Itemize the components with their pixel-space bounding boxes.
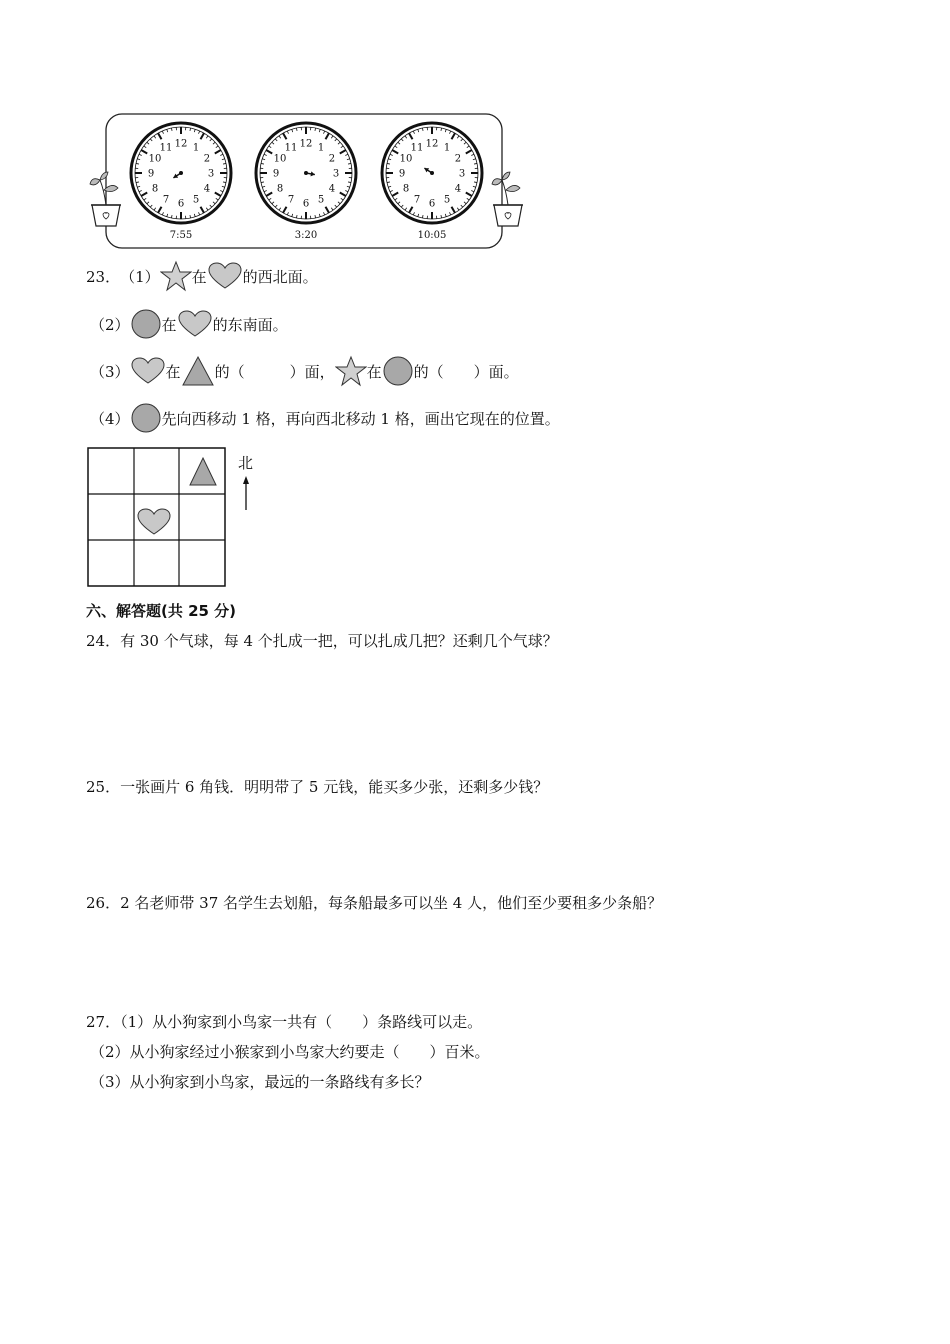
clock-number: 2 [454, 153, 462, 165]
clock-number: 10 [399, 153, 413, 165]
clock-number: 6 [428, 198, 436, 210]
clock-number: 4 [203, 183, 211, 195]
clock-number: 10 [148, 153, 162, 165]
q23-p4-tag: （4） [90, 409, 130, 428]
clock-number: 7 [413, 194, 421, 206]
q23-p3-t1: 在 [165, 362, 181, 381]
clock-face [382, 123, 482, 241]
clock-number: 2 [328, 153, 336, 165]
circle-icon [130, 308, 162, 340]
plant-pot-right-icon [492, 172, 523, 226]
clock-number: 9 [272, 168, 280, 180]
clocks-figure [86, 110, 526, 255]
section6-title: 六、解答题(共 25 分) [86, 602, 237, 620]
q23-p3-t4: 的（ ）面。 [413, 362, 519, 381]
q23-part4 [90, 402, 560, 434]
q26: 26．2 名老师带 37 名学生去划船，每条船最多可以坐 4 人，他们至少要租多少条船？ [86, 894, 663, 912]
clock-number: 7 [162, 194, 170, 206]
clock-number: 4 [454, 183, 462, 195]
clock-number: 5 [317, 194, 325, 206]
clock-number: 9 [398, 168, 406, 180]
q23-p1-t2: 的西北面。 [242, 267, 318, 286]
q23-part3 [90, 354, 519, 388]
heart-icon [130, 357, 166, 385]
clock-number: 6 [302, 198, 310, 210]
clock-number: 3 [207, 168, 215, 180]
clock-number: 10 [273, 153, 287, 165]
q23-p3-t2: 的（ ）面， [214, 362, 335, 381]
clock-time-label: 7:55 [169, 230, 193, 241]
clock-number: 4 [328, 183, 336, 195]
clock-number: 3 [332, 168, 340, 180]
clock-number: 8 [276, 183, 284, 195]
q23-p3-tag: （3） [90, 362, 130, 381]
circle-icon [130, 402, 162, 434]
triangle-icon [181, 355, 215, 387]
star-icon [160, 260, 192, 292]
q23-p1-t1: 在 [191, 267, 207, 286]
q23-part2 [90, 308, 288, 340]
q25: 25．一张画片 6 角钱．明明带了 5 元钱，能买多少张，还剩多少钱？ [86, 778, 549, 796]
clock-face [131, 123, 231, 241]
q27-part1: 27．（1）从小狗家到小鸟家一共有（ ）条路线可以走。 [86, 1013, 483, 1031]
clock-number: 11 [410, 142, 424, 154]
clock-number: 1 [317, 142, 325, 154]
q23-p4-t1: 先向西移动 1 格，再向西北移动 1 格，画出它现在的位置。 [161, 409, 560, 428]
grid-triangle-icon [190, 458, 216, 485]
q23-p1-tag: （1） [120, 267, 160, 286]
north-label: 北 [238, 454, 254, 472]
clock-number: 2 [203, 153, 211, 165]
clock-number: 12 [425, 138, 439, 150]
clock-number: 5 [192, 194, 200, 206]
clock-number: 3 [458, 168, 466, 180]
clock-number: 11 [159, 142, 173, 154]
clock-number: 12 [299, 138, 313, 150]
heart-icon [207, 262, 243, 290]
clock-number: 6 [177, 198, 185, 210]
clock-number: 1 [192, 142, 200, 154]
star-icon [335, 355, 367, 387]
grid-heart-icon [138, 509, 170, 534]
circle-icon [382, 355, 414, 387]
clock-number: 7 [287, 194, 295, 206]
q27-part2: （2）从小狗家经过小猴家到小鸟家大约要走（ ）百米。 [90, 1043, 490, 1061]
clock-number: 5 [443, 194, 451, 206]
clock-number: 8 [151, 183, 159, 195]
clock-number: 8 [402, 183, 410, 195]
q23-p2-t1: 在 [161, 315, 177, 334]
q23-p2-tag: （2） [90, 315, 130, 334]
q24: 24．有 30 个气球，每 4 个扎成一把，可以扎成几把？还剩几个气球？ [86, 632, 558, 650]
clock-number: 9 [147, 168, 155, 180]
clock-time-label: 3:20 [294, 230, 318, 241]
q27-part3: （3）从小狗家到小鸟家，最远的一条路线有多长？ [90, 1073, 430, 1091]
q23-p2-t2: 的东南面。 [212, 315, 288, 334]
heart-icon [177, 310, 213, 338]
clock-number: 1 [443, 142, 451, 154]
clock-face [256, 123, 356, 241]
clock-time-label: 10:05 [417, 230, 447, 241]
q23-part1 [86, 260, 318, 292]
clock-number: 12 [174, 138, 188, 150]
q23-number: 23． [86, 267, 121, 286]
q23-p3-t3: 在 [366, 362, 382, 381]
clock-number: 11 [284, 142, 298, 154]
